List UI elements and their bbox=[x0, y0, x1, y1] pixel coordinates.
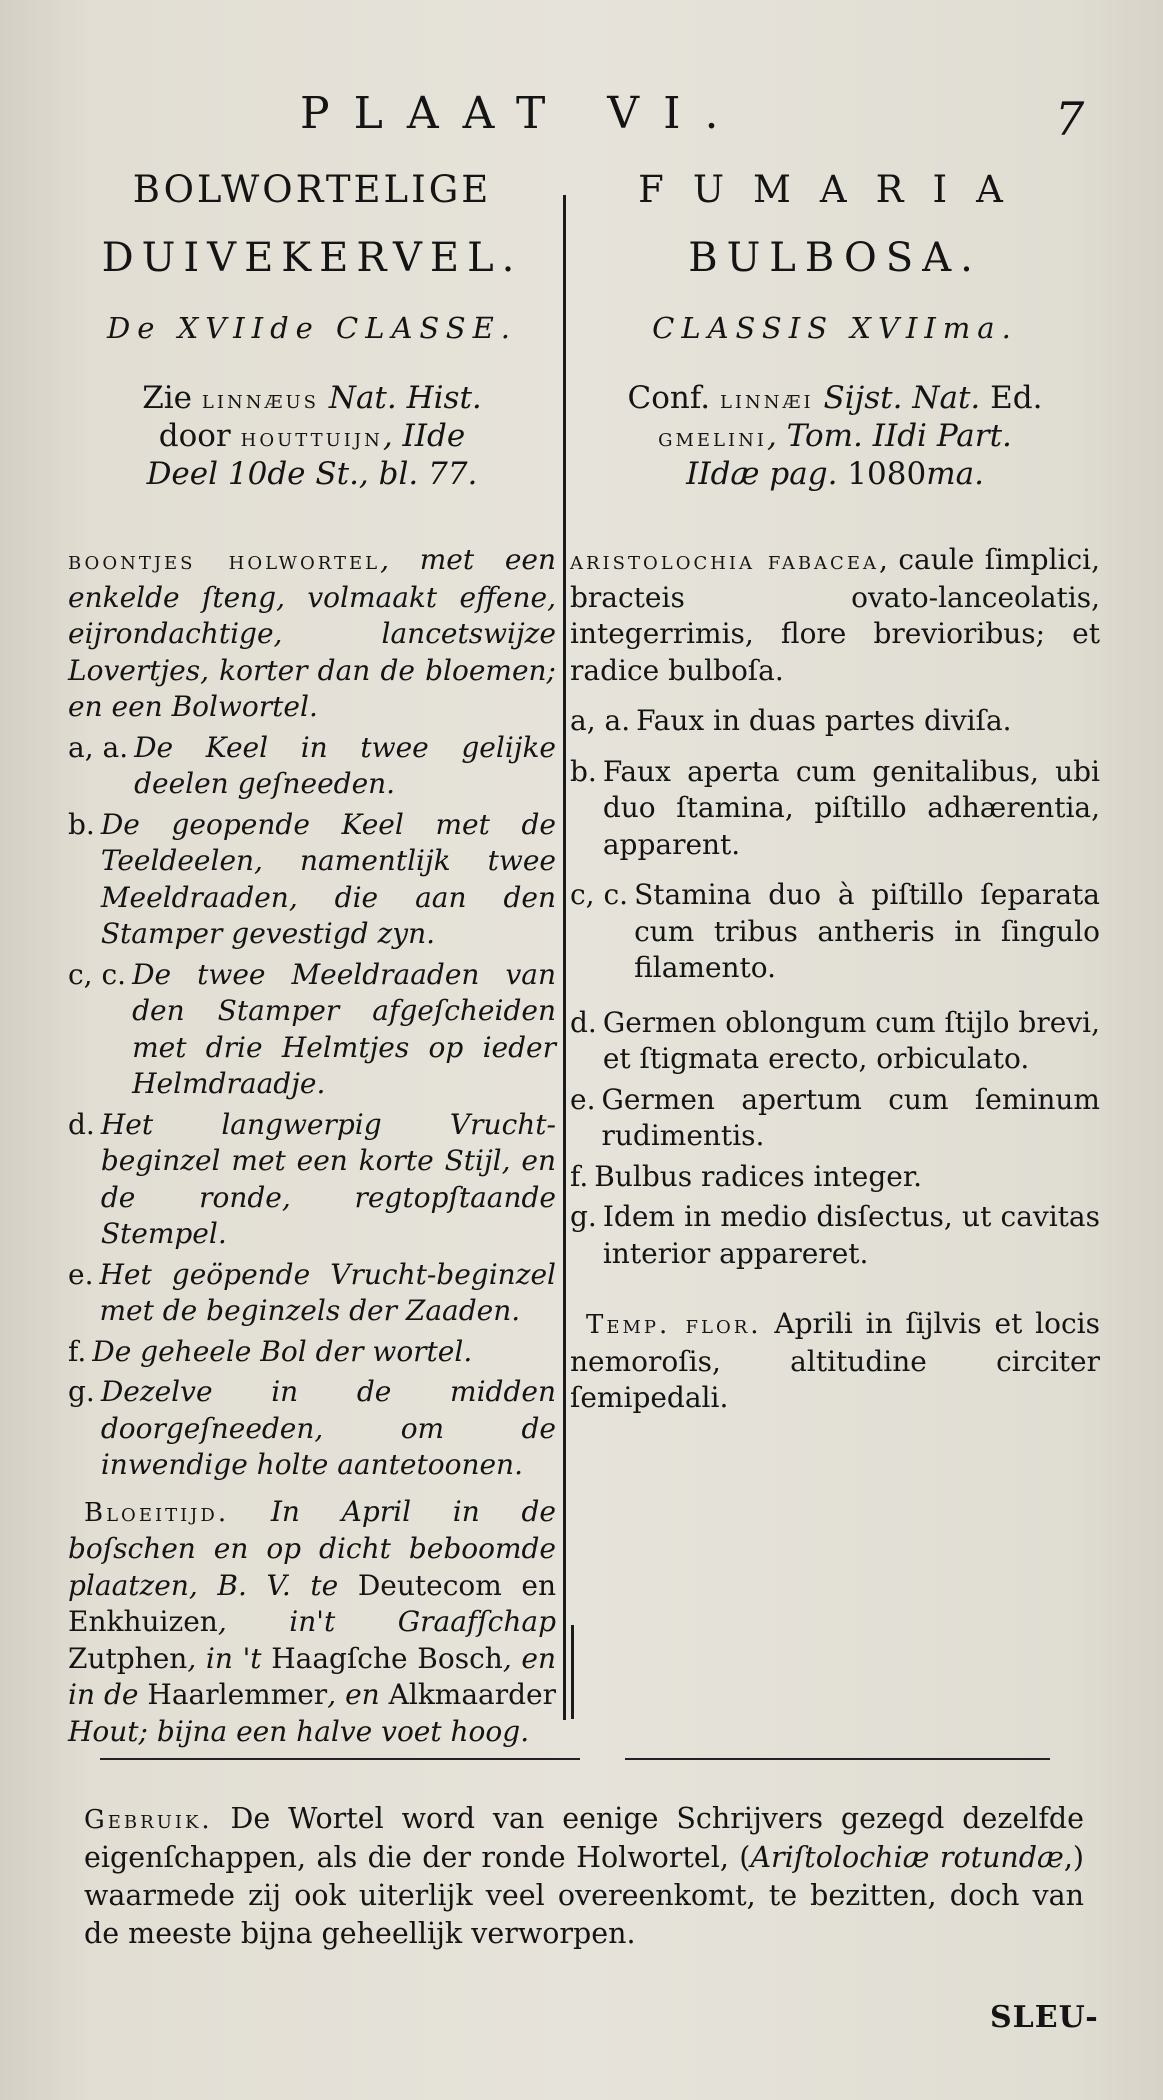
species-description: , caule ſimplici, bracteis ovato-lanceolatis, integerrimis, flore brevioribus; et radice bulboſa. bbox=[570, 543, 1101, 687]
ref-text: Zie bbox=[142, 380, 202, 416]
figure-caption: De geopende Keel met de Teeldeelen, namentlijk twee Meeldraaden, die aan den Stamper gevestigd zyn. bbox=[100, 807, 556, 950]
latin-title-line-1: FUMARIA bbox=[638, 168, 1032, 211]
figure-caption: Germen apertum cum ſeminum rudimentis. bbox=[601, 1082, 1100, 1152]
place-name: Deutecom en Enkhuizen bbox=[68, 1568, 557, 1638]
figure-label: c, c. bbox=[570, 878, 629, 911]
flowering-text: , in 't bbox=[187, 1641, 272, 1675]
figure-label: a, a. bbox=[570, 704, 631, 737]
figure-caption: De geheele Bol der wortel. bbox=[92, 1334, 473, 1368]
usage-text: ,) waarmede zij ook uiterlijk veel overeenkomt, te bezitten, doch van de meeste bijna geheellijk verworpen. bbox=[84, 1841, 1084, 1950]
flowering-label: Temp. flor. bbox=[586, 1310, 762, 1340]
ref-editor: gmelini bbox=[658, 423, 767, 453]
horizontal-rule-right bbox=[625, 1758, 1050, 1760]
place-name: Alkmaarder bbox=[388, 1678, 556, 1711]
figure-caption: Germen oblongum cum ſtijlo brevi, et ſtigmata erecto, orbiculato. bbox=[602, 1005, 1100, 1075]
horizontal-rule-left bbox=[100, 1758, 580, 1760]
column-divider bbox=[563, 195, 566, 1720]
figure-label: f. bbox=[570, 1159, 589, 1193]
latin-reference bbox=[570, 380, 1100, 492]
ref-suffix: ma. bbox=[926, 456, 984, 492]
page-number: 7 bbox=[1055, 92, 1085, 146]
usage-label: Gebruik. bbox=[84, 1805, 213, 1835]
flowering-text: , in't Graafſchap bbox=[217, 1605, 556, 1638]
dutch-title-line-1: BOLWORTELIGE bbox=[132, 168, 492, 211]
dutch-title-line-2: DUIVEKERVEL. bbox=[101, 235, 523, 281]
ref-work: Sijst. Nat. bbox=[813, 380, 981, 416]
latin-title-line-2: BULBOSA. bbox=[688, 235, 982, 281]
ref-volume: , Tom. IIdi Part. bbox=[766, 418, 1012, 454]
figure-caption: Faux aperta cum genitalibus, ubi duo ſtamina, piſtillo adhærentia, apparent. bbox=[602, 754, 1100, 861]
flowering-text: Hout; bijna een halve voet hoog. bbox=[68, 1714, 530, 1748]
figure-label: a, a. bbox=[68, 730, 129, 764]
dutch-reference bbox=[68, 380, 556, 492]
figure-caption: Het langwerpig Vrucht-beginzel met een korte Stijl, en de ronde, regtopſtaande Stempel. bbox=[100, 1107, 556, 1250]
figure-label: b. bbox=[570, 754, 597, 788]
figure-label: c, c. bbox=[68, 957, 127, 991]
figure-label: d. bbox=[570, 1005, 597, 1039]
ref-part: Deel 10de St., bl. 77. bbox=[146, 456, 478, 492]
ref-volume: , IIde bbox=[382, 418, 466, 454]
species-description: , met een enkelde ſteng, volmaakt effene, eijrondachtige, lancetswijze Lovertjes, korter dan de bloemen; en een Bolwortel. bbox=[68, 543, 556, 723]
flowering-text: , en bbox=[327, 1678, 389, 1711]
flowering-time bbox=[570, 1306, 1100, 1417]
catchword: SLEU- bbox=[990, 2000, 1099, 2035]
ref-author: linnæi bbox=[719, 385, 814, 415]
latin-description bbox=[570, 542, 1100, 1417]
ref-work: Nat. Hist. bbox=[318, 380, 482, 416]
figure-label: e. bbox=[570, 1082, 596, 1116]
dutch-column bbox=[68, 168, 556, 1750]
figure-label: g. bbox=[570, 1200, 597, 1233]
dutch-class: De XVIIde CLASSE. bbox=[106, 311, 518, 345]
flowering-text: , en in de bbox=[68, 1641, 557, 1711]
section-rules bbox=[0, 1758, 1163, 1766]
ref-translator: houttuijn bbox=[240, 423, 383, 453]
latin-column bbox=[570, 168, 1100, 1417]
figure-label: f. bbox=[68, 1334, 87, 1368]
place-name: Zutphen bbox=[68, 1641, 188, 1675]
usage-paragraph bbox=[84, 1800, 1084, 1953]
species-name: boontjes holwortel bbox=[68, 546, 381, 576]
flowering-label: Bloeitijd. bbox=[84, 1497, 230, 1528]
usage-text: De Wortel word van eenige Schrijvers gezegd dezelfde eigenſchappen, als die der ronde Holwortel, ( bbox=[84, 1802, 1084, 1874]
figure-label: d. bbox=[68, 1107, 95, 1141]
flowering-time bbox=[68, 1494, 556, 1751]
ref-text: Conf. bbox=[627, 380, 720, 416]
usage-species: Ariſtolochiæ rotundæ bbox=[750, 1841, 1064, 1874]
ref-part: IIdæ pag. bbox=[686, 456, 838, 492]
figure-caption: De Keel in twee gelijke deelen geſneeden. bbox=[134, 730, 556, 800]
species-name: aristolochia fabacea bbox=[570, 546, 879, 576]
figure-caption: Bulbus radices integer. bbox=[594, 1159, 923, 1193]
figure-label: e. bbox=[68, 1257, 94, 1291]
figure-caption: De twee Meeldraaden van den Stamper afgeſcheiden met drie Helmtjes op ieder Helmdraadje. bbox=[132, 957, 556, 1100]
latin-class: CLASSIS XVIIma. bbox=[652, 311, 1018, 345]
figure-caption: Het geöpende Vrucht-beginzel met de beginzels der Zaaden. bbox=[99, 1257, 556, 1327]
dutch-description bbox=[68, 542, 556, 1750]
ref-author: linnæus bbox=[201, 385, 319, 415]
place-name: Haarlemmer bbox=[147, 1678, 328, 1711]
column-divider-lower bbox=[571, 1625, 574, 1719]
figure-caption: Faux in duas partes diviſa. bbox=[636, 704, 1012, 737]
flowering-text: Aprili in ſijlvis et locis nemoroſis, altitudine circiter ſemipedali. bbox=[570, 1307, 1101, 1414]
figure-label: g. bbox=[68, 1375, 95, 1408]
figure-caption: Stamina duo à piſtillo ſeparata cum tribus antheris in ſingulo filamento. bbox=[634, 878, 1100, 984]
ref-page: 1080 bbox=[837, 456, 927, 492]
place-name: Haagſche Bosch bbox=[271, 1641, 503, 1675]
figure-caption: Dezelve in de midden doorgeſneeden, om de inwendige holte aantetoonen. bbox=[100, 1375, 556, 1481]
ref-text: Ed. bbox=[980, 380, 1043, 416]
running-head bbox=[0, 88, 1163, 148]
figure-caption: Idem in medio disſectus, ut cavitas interior appareret. bbox=[602, 1200, 1100, 1270]
figure-label: b. bbox=[68, 807, 95, 841]
ref-text: door bbox=[158, 418, 241, 454]
flowering-text: In April in de boſschen en op dicht beboomde plaatzen, B. V. te bbox=[68, 1494, 556, 1602]
plate-title: PLAAT VI. bbox=[300, 88, 743, 139]
